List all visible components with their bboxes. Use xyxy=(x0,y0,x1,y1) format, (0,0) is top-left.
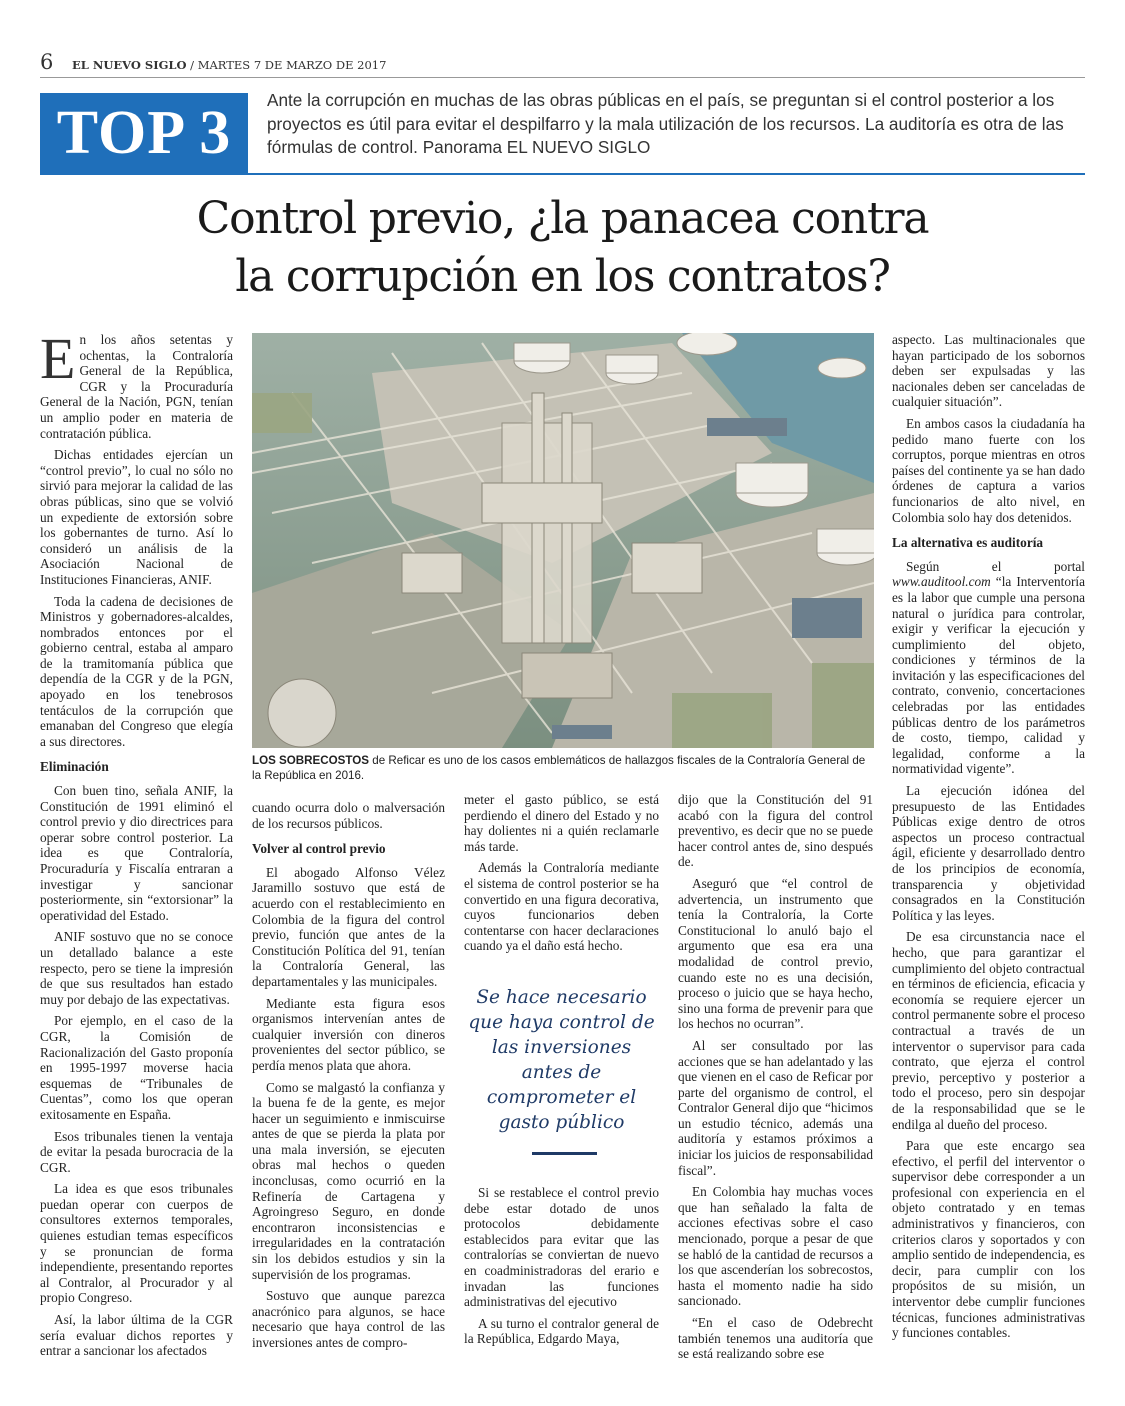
paragraph: Esos tribunales tienen la ventaja de evitar la pesada burocracia de la CGR. xyxy=(40,1128,233,1175)
paragraph: meter el gasto público, se está perdiendo el dinero del Estado y no hay dolientes ni a quién reclamarle más tarde. xyxy=(464,792,659,854)
subhead-volver-control-previo: Volver al control previo xyxy=(252,841,386,857)
column-4 xyxy=(678,792,873,1368)
paragraph: El abogado Alfonso Vélez Jaramillo sostuvo que está de acuerdo con el restablecimiento en Colombia de la figura del control previo, función que antes de la Constitución Política del 91, tenían la Contraloría General, las departamentales y las municipales. xyxy=(252,864,445,989)
paragraph: Si se restablece el control previo debe estar dotado de unos protocolos debidamente establecidos para evitar que las contralorías se conviertan de nuevo en coadministradoras del erario e invadan las funciones administrativas del ejecutivo xyxy=(464,1185,659,1310)
section-rule xyxy=(40,173,1085,175)
paragraph: En ambos casos la ciudadanía ha pedido mano fuerte con los corruptos, porque mientras en otros países del continente ya se han dado órdenes de captura a varios funcionarios de alto nivel, en Colombia solo hay dos detenidos. xyxy=(892,415,1085,525)
paragraph: Dichas entidades ejercían un “control previo”, lo cual no sólo no sirvió para mejorar la calidad de las obras públicas, sino que se volvió un expediente de extorsión sobre los gobernantes de turno. Así lo consideró un análisis de la Asociación Nacional de Instituciones Financieras, ANIF. xyxy=(40,447,233,587)
paragraph: A su turno el contralor general de la República, Edgardo Maya, xyxy=(464,1315,659,1347)
subhead-alternativa-auditoria: La alternativa es auditoría xyxy=(892,535,1044,551)
headline xyxy=(40,190,1085,306)
drop-cap: E xyxy=(40,326,76,391)
section-badge: TOP 3 xyxy=(40,93,248,173)
column-3-top xyxy=(464,792,659,960)
paragraph: Al ser consultado por las acciones que se han adelantado y las que vienen en el caso de Reficar por parte del organismo de control, el Contralor General dijo que “hicimos un estudio técnico, además una auditoría y estamos próximos a iniciar los juicios de responsabilidad fiscal”. xyxy=(678,1037,873,1178)
headline-line-2: la corrupción en los contratos? xyxy=(235,251,890,302)
paragraph: Sostuvo que aunque parezca anacrónico para algunos, se hace necesario que haya control de las inversiones antes de compro- xyxy=(252,1288,445,1350)
lead-paragraph xyxy=(40,326,233,441)
caption-lead: LOS SOBRECOSTOS xyxy=(252,754,370,767)
masthead xyxy=(72,58,386,72)
paragraph xyxy=(892,559,1085,777)
issue-date: / MARTES 7 DE MARZO DE 2017 xyxy=(186,58,387,72)
refinery-photo xyxy=(252,333,874,748)
paragraph: Aseguró que “el control de advertencia, un instrumento que tenía la Contraloría, la Corte Constitucional lo anuló bajo el argumento que esa era una modalidad de control previo, cuando este no es una decisión, proceso o juicio que se haya hecho, sino una forma de prevenir para que los hechos no ocurran”. xyxy=(678,875,873,1032)
text: “la Interventoría es la labor que cumple una persona natural o jurídica para controlar, exigir y verificar la ejecución y cumplimiento del objeto, condiciones y términos de la invitación y las especificaciones del contrato, convenio, concertaciones celebradas por las entidades públicas dentro de los parámetros de costo, tiempo, calidad y legalidad, conforme a la normatividad vigente”. xyxy=(892,574,1085,777)
paragraph: Por ejemplo, en el caso de la CGR, la Comisión de Racionalización del Gasto proponía en 1995-1997 moverse hacia esquemas de “Tribunales de Cuentas”, como los que operan exitosamente en España. xyxy=(40,1013,233,1122)
headline-line-1: Control previo, ¿la panacea contra xyxy=(196,193,929,244)
page-number: 6 xyxy=(40,50,54,74)
paragraph: La idea es que esos tribunales puedan operar con cuerpos de consultores externos temporales, quienes estudian temas específicos y se pronuncian de forma independiente, presentando reportes al Contralor, al Procurador y al propio Congreso. xyxy=(40,1181,233,1306)
column-5 xyxy=(892,332,1085,1347)
column-3-bottom xyxy=(464,1185,659,1353)
photo-caption xyxy=(252,754,874,783)
column-2 xyxy=(252,800,445,1357)
header-rule xyxy=(40,77,1085,78)
paragraph: Toda la cadena de decisiones de Ministros y gobernadores-alcaldes, nombrados entonces por el gobierno central, estaba al amparo de la tramitomanía pública que dependía de la CGR y de la PGN, apoyado en los tenebrosos tentáculos de la corrupción que emanaban del Congreso que elegía a sus directores. xyxy=(40,593,233,749)
paragraph: Además la Contraloría mediante el sistema de control posterior se ha convertido en una figura decorativa, cuyos funcionarios deben contentarse con hacer declaraciones cuando ya el daño está hecho. xyxy=(464,860,659,954)
paragraph: De esa circunstancia nace el hecho, que para garantizar el cumplimiento del objeto contractual en términos de eficiencia, eficacia y economía se requiere ejercer un control permanente sobre el proceso contractual a través de un interventor o supervisor para cada contrato, que ejerza el control previo, perceptivo y posterior a todo el proceso, pero sin despojar de la responsabilidad que se le endilga al dueño del proceso. xyxy=(892,929,1085,1132)
publication-name: EL NUEVO SIGLO xyxy=(72,58,187,72)
paragraph: Con buen tino, señala ANIF, la Constitución de 1991 eliminó el control previo y dio directrices para operar sobre control posterior. La idea es que Contraloría, Procuraduría y Fiscalía entraran a investigar y sancionar posteriormente, sin “extorsionar” la operatividad del Estado. xyxy=(40,783,233,923)
lead-text: n los años setentas y ochentas, la Contraloría General de la República, CGR y la Procuraduría General de la Nación, PGN, tenían un amplio poder en materia de contratación pública. xyxy=(40,332,233,441)
paragraph: La ejecución idónea del presupuesto de las Entidades Públicas exige dentro de otros aspectos un proceso contractual ágil, eficiente y desarrollado dentro de los principios de economía, transparencia y objetividad consagrados en la Constitución Política y las leyes. xyxy=(892,783,1085,923)
auditool-link[interactable]: www.auditool.com xyxy=(892,574,991,590)
column-1 xyxy=(40,326,233,1365)
section-kicker: Ante la corrupción en muchas de las obras públicas en el país, se preguntan si el control posterior a los proyectos es útil para evitar el despilfarro y la mala utilización de los recursos. La auditoría es otra de las fórmulas de control. Panorama EL NUEVO SIGLO xyxy=(267,90,1064,157)
refinery-illustration xyxy=(252,333,874,748)
paragraph: Mediante esta figura esos organismos intervenían antes de cualquier inversión con dineros provenientes del sector público, se perdía menos plata que ahora. xyxy=(252,995,445,1073)
paragraph: “En el caso de Odebrecht también tenemos una auditoría que se está realizando sobre ese xyxy=(678,1315,873,1362)
paragraph: Para que este encargo sea efectivo, el perfil del interventor o supervisor debe corresponder a un profesional con experiencia en el objeto contratado y en temas administrativos y financieros, con criterios claros y soportados y con amplio sentido de independencia, es decir, para cumplir con los propósitos de su misión, un interventor debe cumplir funciones técnicas, funciones administrativas y funciones contables. xyxy=(892,1138,1085,1341)
paragraph: Como se malgastó la confianza y la buena fe de la gente, es mejor hacer un seguimiento e inmiscuirse antes de que se pierda la plata por una mala inversión, se ejecuten obras mal hechos o queden inconclusas, como ocurrió en la Refinería de Cartagena y Agroingreso Seguro, en donde encontraron inconsistencias e irregularidades en la contratación sin los debidos estudios y sin la supervisión de los programas. xyxy=(252,1079,445,1282)
pull-quote: Se hace necesario que haya control de las inversiones antes de comprometer el gasto público xyxy=(468,987,655,1133)
caption-text: de Reficar es uno de los casos emblemáticos de hallazgos fiscales de la Contraloría General de la República en 2016. xyxy=(252,754,866,782)
subhead-eliminacion: Eliminación xyxy=(40,759,109,775)
paragraph: dijo que la Constitución del 91 acabó con la figura del control preventivo, es decir que no se puede hacer control antes de, sino después de. xyxy=(678,792,873,870)
paragraph: cuando ocurra dolo o malversación de los recursos públicos. xyxy=(252,800,445,831)
paragraph: Así, la labor última de la CGR sería evaluar dichos reportes y entrar a sancionar los afectados xyxy=(40,1312,233,1359)
pull-quote-rule xyxy=(532,1152,597,1155)
text: Según el portal xyxy=(906,558,1085,574)
paragraph: ANIF sostuvo que no se conoce un detallado balance a este respecto, pero se tiene la impresión de que sus resultados han estado muy por debajo de las expectativas. xyxy=(40,929,233,1007)
paragraph: aspecto. Las multinacionales que hayan participado de los sobornos deben ser expulsadas y las nacionales deben ser canceladas de cualquier situación”. xyxy=(892,332,1085,410)
paragraph: En Colombia hay muchas voces que han señalado la falta de acciones efectivas sobre el caso mencionado, porque a pesar de que se habló de la cantidad de recursos a los que ascenderían los sobrecostos, hasta el momento nadie ha sido sancionado. xyxy=(678,1184,873,1309)
